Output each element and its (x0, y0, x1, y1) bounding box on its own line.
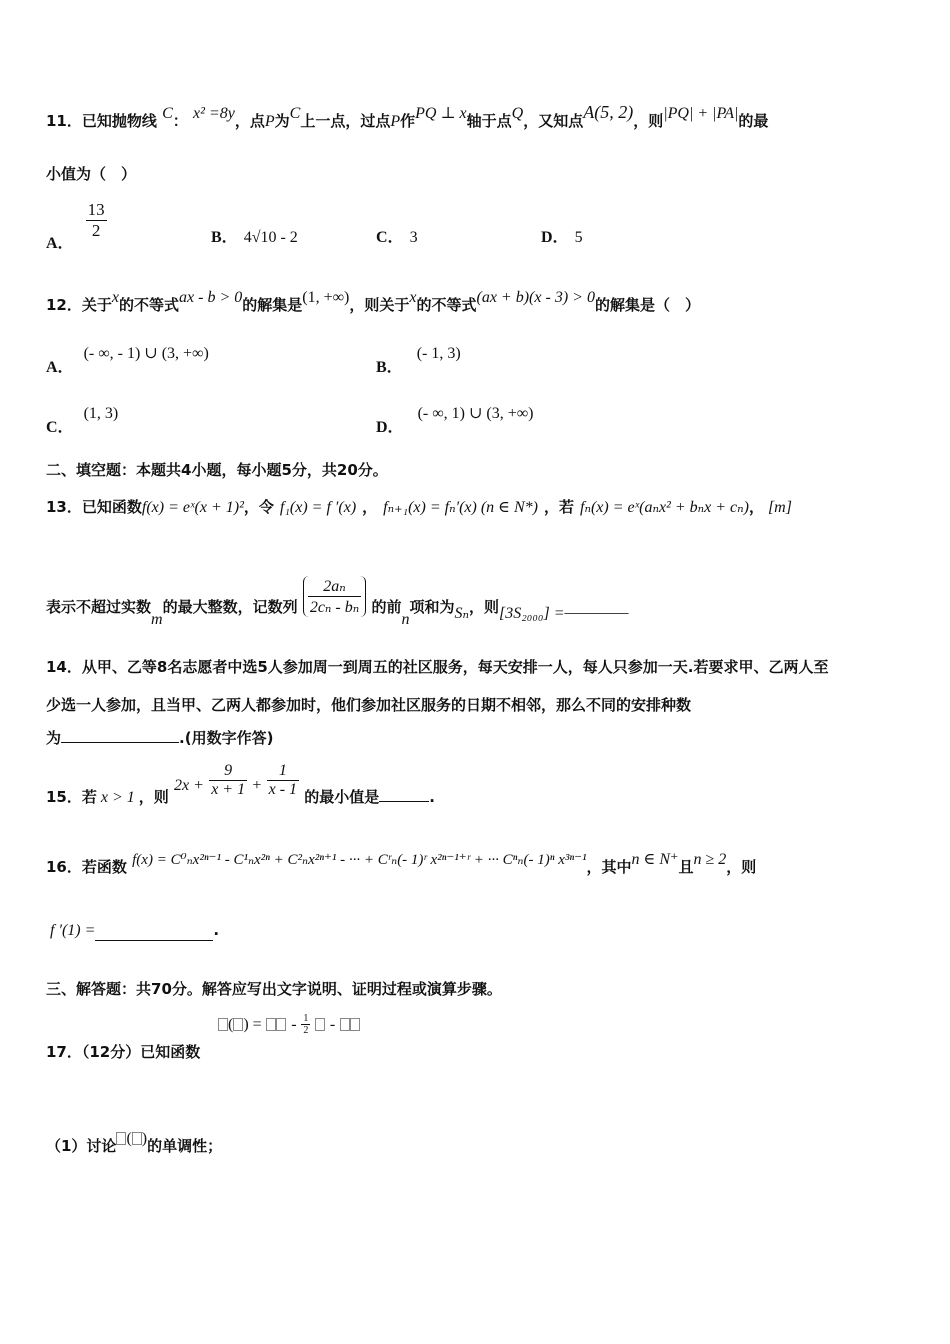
q13-line2: 表示不超过实数m的最大整数，记数列 $\frac{\text{2aₙ}}{\text{2cₙ - bₙ}}$ 的前n项和为Sₙ，则[3S₂₀₀₀] =________ (46, 578, 629, 628)
missing-glyph-icon (276, 1018, 286, 1031)
q12-option-c: C．(1, 3) (46, 405, 119, 436)
missing-glyph-icon (218, 1018, 228, 1031)
q15-frac2-denominator: x - 1 (268, 781, 298, 798)
q17-part1: （1）讨论 ( )的单调性； (46, 1130, 223, 1155)
q12-option-d: D．(- ∞, 1) ∪ (3, +∞) (376, 405, 534, 436)
q13-fraction-numerator: 2aₙ (308, 576, 361, 597)
q13-fraction-denominator: 2cₙ - bₙ (309, 599, 360, 616)
q11-line2: 小值为（ ） (46, 165, 137, 183)
q16-answer-blank (95, 926, 213, 941)
q11-option-a: A． $\frac{13}{2}$ (46, 200, 105, 253)
missing-glyph-icon (266, 1018, 276, 1031)
q14-answer-blank (61, 728, 179, 743)
q11-option-d: D． 5 (541, 229, 583, 246)
q15-frac1-denominator: x + 1 (211, 781, 246, 798)
q13-line1: 13．已知函数f(x) = eˣ(x + 1)²，令 f₁(x) = f ′(x) ， fₙ₊₁(x) = fₙ′(x) (n ∈ N*) ，若 fₙ(x) = eˣ(aₙx² + bₙx + cₙ)， [m] (46, 498, 792, 516)
q15-line: 15．若 x > 1 ，则 2x + $\frac{9}{x + 1}$ + $\frac{1}{x - 1}$ 的最小值是 . (46, 762, 435, 806)
missing-glyph-icon (132, 1132, 142, 1145)
missing-glyph-icon (315, 1018, 325, 1031)
q11-line1: 11．已知抛物线 C： x² =8y，点P为C上一点，过点P作PQ ⊥ x轴于点Q，又知点A(5, 2)，则|PQ| + |PA|的最 (46, 102, 769, 130)
q14-line1: 14．从甲、乙等8名志愿者中选5人参加周一到周五的社区服务，每天安排一人，每人只参加一天.若要求甲、乙两人至 (46, 658, 829, 676)
missing-glyph-icon (116, 1132, 126, 1145)
q15-frac1-numerator: 9 (209, 762, 247, 781)
missing-glyph-icon (350, 1018, 360, 1031)
q11-option-b: B． 4√10 - 2 (211, 229, 298, 246)
section-3-heading: 三、解答题：共70分。解答应写出文字说明、证明过程或演算步骤。 (46, 980, 502, 998)
q12-option-b: B．(- 1, 3) (376, 345, 461, 376)
q17-line1: 17．（12分）已知函数 (46, 1043, 201, 1061)
q11-option-a-numerator: 13 (87, 200, 105, 219)
section-2-heading: 二、填空题：本题共4小题，每小题5分，共20分。 (46, 461, 388, 479)
q11-option-c: C． 3 (376, 229, 418, 246)
q16-line2: f ′(1) = . (50, 921, 220, 939)
q14-line3: 为 .(用数字作答) (46, 729, 274, 747)
q15-answer-blank (379, 787, 429, 802)
missing-glyph-icon (233, 1018, 243, 1031)
q15-frac2-numerator: 1 (267, 762, 299, 781)
q17-formula: ( ) = - $\frac{1}{2}$ - (218, 1013, 360, 1036)
q16-line1: 16．若函数 f(x) = C⁰ₙx²ⁿ⁻¹ - C¹ₙx²ⁿ + C²ₙx²ⁿ⁺¹ - ··· + Cʳₙ(- 1)ʳ x²ⁿ⁻¹⁺ʳ + ··· Cⁿₙ(- 1)ⁿ x³ⁿ⁻¹，其中n ∈ N⁺且n ≥ 2，则 (46, 851, 757, 876)
q12-line1: 12．关于x的不等式ax - b > 0的解集是(1, +∞)，则关于x的不等式(ax + b)(x - 3) > 0的解集是（ ） (46, 289, 700, 314)
q12-option-a: A．(- ∞, - 1) ∪ (3, +∞) (46, 345, 209, 376)
q11-option-a-denominator: 2 (91, 221, 101, 240)
missing-glyph-icon (340, 1018, 350, 1031)
q14-line2: 少选一人参加，且当甲、乙两人都参加时，他们参加社区服务的日期不相邻，那么不同的安排种数 (46, 696, 692, 714)
